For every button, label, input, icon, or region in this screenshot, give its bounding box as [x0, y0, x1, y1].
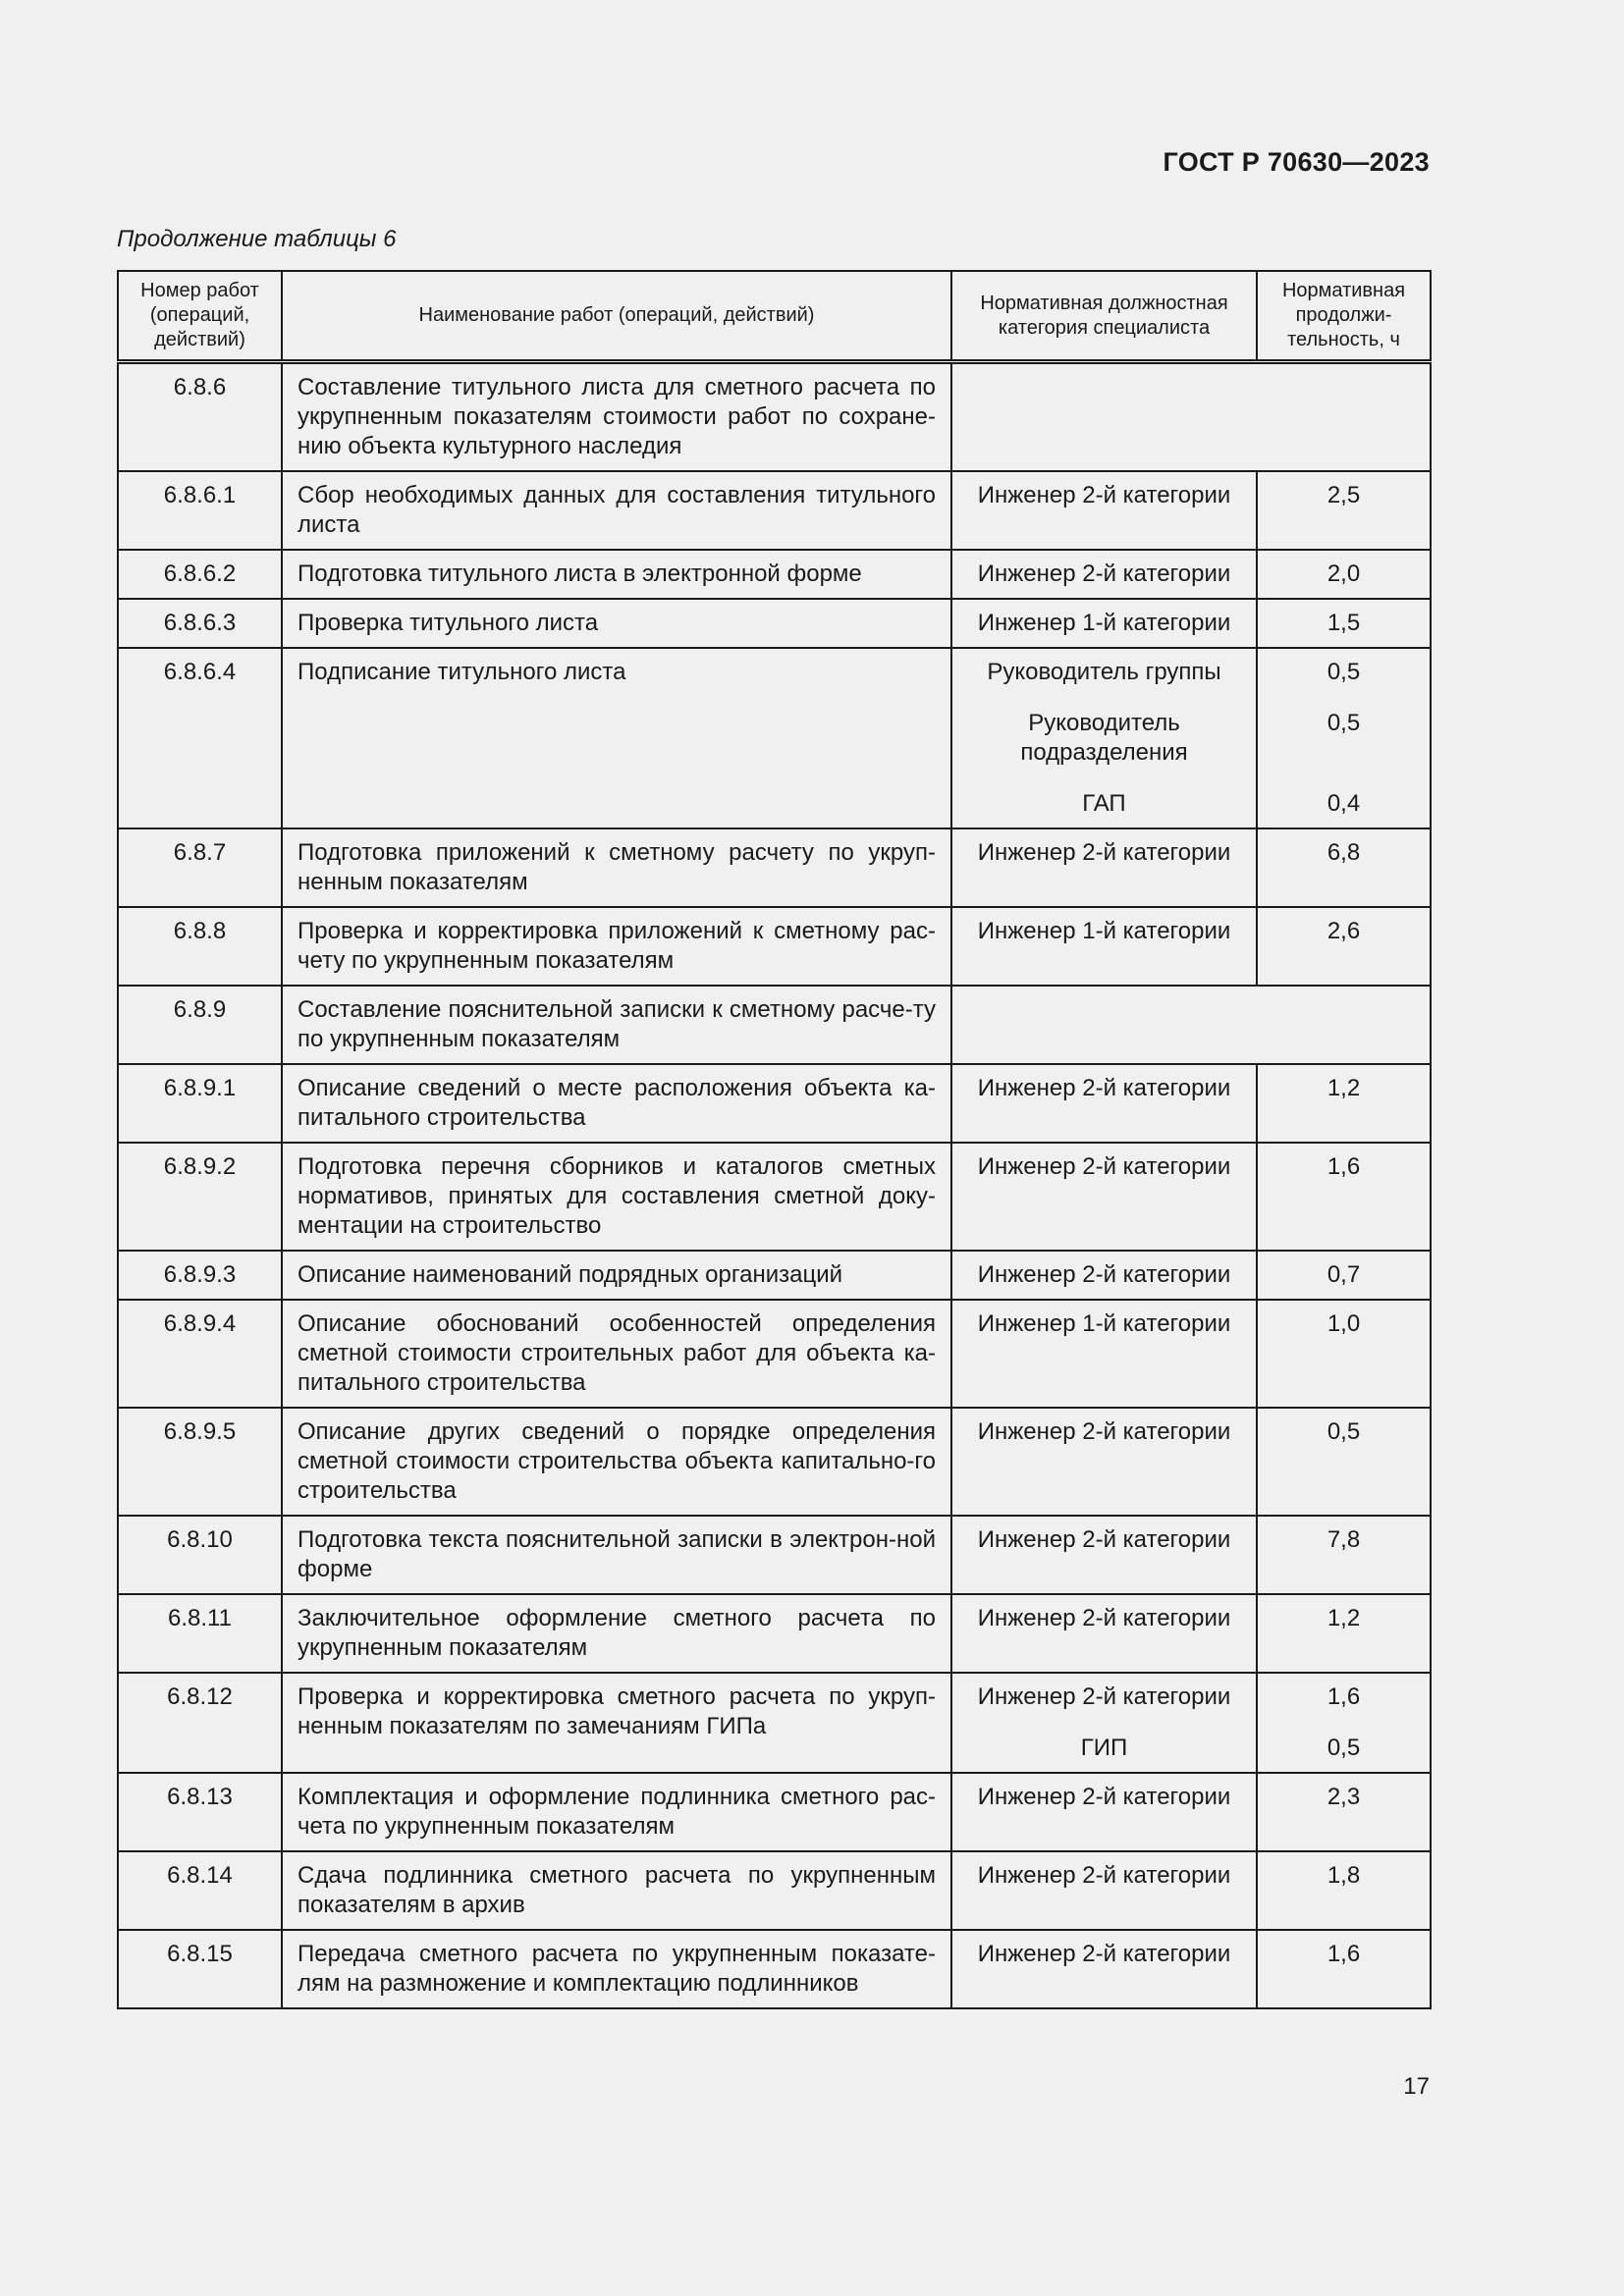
duration-cell	[1257, 1064, 1431, 1143]
duration-cell	[1257, 1851, 1431, 1930]
specialist-category-cell	[951, 1594, 1257, 1673]
duration-value: 1,2	[1326, 1075, 1361, 1101]
work-name-cell: Описание обоснований особенностей определения сметной стоимости строительных работ для объекта ка-питального строительства	[282, 1300, 951, 1408]
work-number-cell: 6.8.7	[118, 828, 282, 907]
work-name-cell: Описание других сведений о порядке определения сметной стоимости строительства объекта капитально-го строительства	[282, 1408, 951, 1516]
specialist-category: ГИП	[1080, 1735, 1128, 1761]
work-name-cell: Передача сметного расчета по укрупненным показате-лям на размножение и комплектацию подлинников	[282, 1930, 951, 2008]
duration-value: 1,5	[1326, 610, 1361, 636]
work-name-cell: Проверка титульного листа	[282, 599, 951, 648]
specialist-category-cell	[951, 1300, 1257, 1408]
duration-value: 0,5	[1326, 1735, 1361, 1761]
table-caption: Продолжение таблицы 6	[117, 226, 397, 252]
duration-value: 1,6	[1326, 1153, 1361, 1180]
duration-cell	[1257, 1673, 1431, 1773]
work-number-cell: 6.8.6.4	[118, 648, 282, 828]
duration-value: 0,7	[1326, 1261, 1361, 1288]
duration-value: 2,3	[1326, 1784, 1361, 1810]
specialist-category: Инженер 2-й категории	[977, 1683, 1231, 1710]
table-row	[118, 1851, 1431, 1930]
document-code: ГОСТ Р 70630—2023	[1163, 147, 1430, 177]
specialist-category: Инженер 2-й категории	[977, 839, 1231, 866]
work-name-cell: Описание наименований подрядных организаций	[282, 1251, 951, 1300]
table-row	[118, 1143, 1431, 1251]
table-row	[118, 828, 1431, 907]
specialist-category: Инженер 2-й категории	[977, 1784, 1231, 1810]
column-header-number: Номер работ (операций, действий)	[118, 271, 282, 362]
table-row	[118, 599, 1431, 648]
duration-cell	[1257, 599, 1431, 648]
work-name-cell: Подготовка титульного листа в электронной форме	[282, 550, 951, 599]
duration-value: 0,5	[1326, 659, 1361, 685]
work-number-cell: 6.8.9.1	[118, 1064, 282, 1143]
duration-cell	[1257, 1251, 1431, 1300]
specialist-category-cell	[951, 907, 1257, 986]
work-number-cell: 6.8.6.1	[118, 471, 282, 550]
table-row	[118, 986, 1431, 1064]
work-name-cell: Подготовка перечня сборников и каталогов сметных нормативов, принятых для составления сметной доку-ментации на строительство	[282, 1143, 951, 1251]
duration-cell	[1257, 1143, 1431, 1251]
specialist-category-cell	[951, 550, 1257, 599]
specialist-category-cell	[951, 1064, 1257, 1143]
work-number-cell: 6.8.12	[118, 1673, 282, 1773]
specialist-category-cell	[951, 471, 1257, 550]
duration-cell	[1257, 907, 1431, 986]
specialist-category: Инженер 2-й категории	[977, 1418, 1231, 1445]
work-name-cell: Подготовка приложений к сметному расчету по укруп-ненным показателям	[282, 828, 951, 907]
work-name-cell: Составление титульного листа для сметного расчета по укрупненным показателям стоимости работ по сохране-нию объекта культурного наследия	[282, 362, 951, 472]
specialist-category-cell	[951, 1516, 1257, 1594]
specialist-category: Руководитель группы	[987, 659, 1221, 685]
work-number-cell: 6.8.15	[118, 1930, 282, 2008]
work-number-cell: 6.8.6.3	[118, 599, 282, 648]
table-row	[118, 471, 1431, 550]
specialist-category-cell	[951, 1673, 1257, 1773]
duration-cell	[1257, 648, 1431, 828]
table-row	[118, 1300, 1431, 1408]
work-number-cell: 6.8.9	[118, 986, 282, 1064]
work-number-cell: 6.8.9.4	[118, 1300, 282, 1408]
work-norms-table	[117, 270, 1432, 2009]
work-name-cell: Комплектация и оформление подлинника сметного рас-чета по укрупненным показателям	[282, 1773, 951, 1851]
table-header-row	[118, 271, 1431, 362]
duration-value: 1,8	[1326, 1862, 1361, 1889]
work-number-cell: 6.8.10	[118, 1516, 282, 1594]
specialist-category: Инженер 2-й категории	[977, 1261, 1231, 1288]
specialist-category-cell	[951, 1930, 1257, 2008]
duration-cell	[1257, 1300, 1431, 1408]
specialist-category: Инженер 2-й категории	[977, 1075, 1231, 1101]
work-number-cell: 6.8.13	[118, 1773, 282, 1851]
duration-value: 1,2	[1326, 1605, 1361, 1631]
duration-cell	[1257, 1516, 1431, 1594]
work-number-cell: 6.8.9.5	[118, 1408, 282, 1516]
specialist-category: Инженер 2-й категории	[977, 482, 1231, 508]
work-number-cell: 6.8.9.3	[118, 1251, 282, 1300]
group-empty-cell	[951, 362, 1431, 472]
work-name-cell: Составление пояснительной записки к сметному расче-ту по укрупненным показателям	[282, 986, 951, 1064]
table-row	[118, 1773, 1431, 1851]
table-row	[118, 1516, 1431, 1594]
duration-value: 7,8	[1326, 1526, 1361, 1553]
work-number-cell: 6.8.8	[118, 907, 282, 986]
table-row	[118, 1251, 1431, 1300]
duration-value: 6,8	[1326, 839, 1361, 866]
specialist-category-cell	[951, 1408, 1257, 1516]
work-number-cell: 6.8.11	[118, 1594, 282, 1673]
specialist-category: Руководитель подразделения	[1020, 710, 1188, 766]
specialist-category: ГАП	[1082, 790, 1126, 817]
page-number: 17	[1403, 2073, 1430, 2100]
work-number-cell: 6.8.14	[118, 1851, 282, 1930]
work-name-cell: Проверка и корректировка сметного расчета по укруп-ненным показателям по замечаниям ГИПа	[282, 1673, 951, 1773]
duration-cell	[1257, 1594, 1431, 1673]
table-row	[118, 1673, 1431, 1773]
duration-value: 1,6	[1326, 1683, 1361, 1710]
table-row	[118, 1930, 1431, 2008]
duration-value: 0,5	[1326, 1418, 1361, 1445]
table-row	[118, 362, 1431, 472]
duration-cell	[1257, 828, 1431, 907]
table-row	[118, 1064, 1431, 1143]
work-name-cell: Заключительное оформление сметного расчета по укрупненным показателям	[282, 1594, 951, 1673]
work-name-cell: Подготовка текста пояснительной записки в электрон-ной форме	[282, 1516, 951, 1594]
duration-value: 1,6	[1326, 1941, 1361, 1967]
work-name-cell: Сбор необходимых данных для составления титульного листа	[282, 471, 951, 550]
table-row	[118, 550, 1431, 599]
specialist-category: Инженер 2-й категории	[977, 1153, 1231, 1180]
table-row	[118, 1408, 1431, 1516]
table-row	[118, 907, 1431, 986]
duration-cell	[1257, 1773, 1431, 1851]
work-number-cell: 6.8.9.2	[118, 1143, 282, 1251]
specialist-category: Инженер 2-й категории	[977, 1526, 1231, 1553]
specialist-category: Инженер 1-й категории	[977, 918, 1231, 944]
specialist-category-cell	[951, 1773, 1257, 1851]
specialist-category-cell	[951, 1251, 1257, 1300]
table-body	[118, 362, 1431, 2009]
column-header-duration: Нормативная продолжи-тельность, ч	[1257, 271, 1431, 362]
work-name-cell: Проверка и корректировка приложений к сметному рас-чету по укрупненным показателям	[282, 907, 951, 986]
group-empty-cell	[951, 986, 1431, 1064]
specialist-category: Инженер 1-й категории	[977, 1310, 1231, 1337]
duration-value: 1,0	[1326, 1310, 1361, 1337]
specialist-category: Инженер 2-й категории	[977, 561, 1231, 587]
work-name-cell: Сдача подлинника сметного расчета по укрупненным показателям в архив	[282, 1851, 951, 1930]
work-number-cell: 6.8.6.2	[118, 550, 282, 599]
specialist-category: Инженер 2-й категории	[977, 1862, 1231, 1889]
duration-value: 0,5	[1326, 710, 1361, 736]
work-number-cell: 6.8.6	[118, 362, 282, 472]
duration-cell	[1257, 550, 1431, 599]
duration-value: 0,4	[1326, 790, 1361, 817]
specialist-category-cell	[951, 1851, 1257, 1930]
specialist-category-cell	[951, 599, 1257, 648]
specialist-category-cell	[951, 648, 1257, 828]
column-header-name: Наименование работ (операций, действий)	[282, 271, 951, 362]
duration-cell	[1257, 1408, 1431, 1516]
specialist-category: Инженер 2-й категории	[977, 1941, 1231, 1967]
table-row	[118, 1594, 1431, 1673]
specialist-category-cell	[951, 828, 1257, 907]
column-header-category: Нормативная должностная категория специалиста	[951, 271, 1257, 362]
table-row	[118, 648, 1431, 828]
specialist-category-cell	[951, 1143, 1257, 1251]
duration-value: 2,0	[1326, 561, 1361, 587]
work-name-cell: Подписание титульного листа	[282, 648, 951, 828]
specialist-category: Инженер 2-й категории	[977, 1605, 1231, 1631]
duration-cell	[1257, 471, 1431, 550]
duration-value: 2,6	[1326, 918, 1361, 944]
duration-value: 2,5	[1326, 482, 1361, 508]
duration-cell	[1257, 1930, 1431, 2008]
specialist-category: Инженер 1-й категории	[977, 610, 1231, 636]
work-name-cell: Описание сведений о месте расположения объекта ка-питального строительства	[282, 1064, 951, 1143]
